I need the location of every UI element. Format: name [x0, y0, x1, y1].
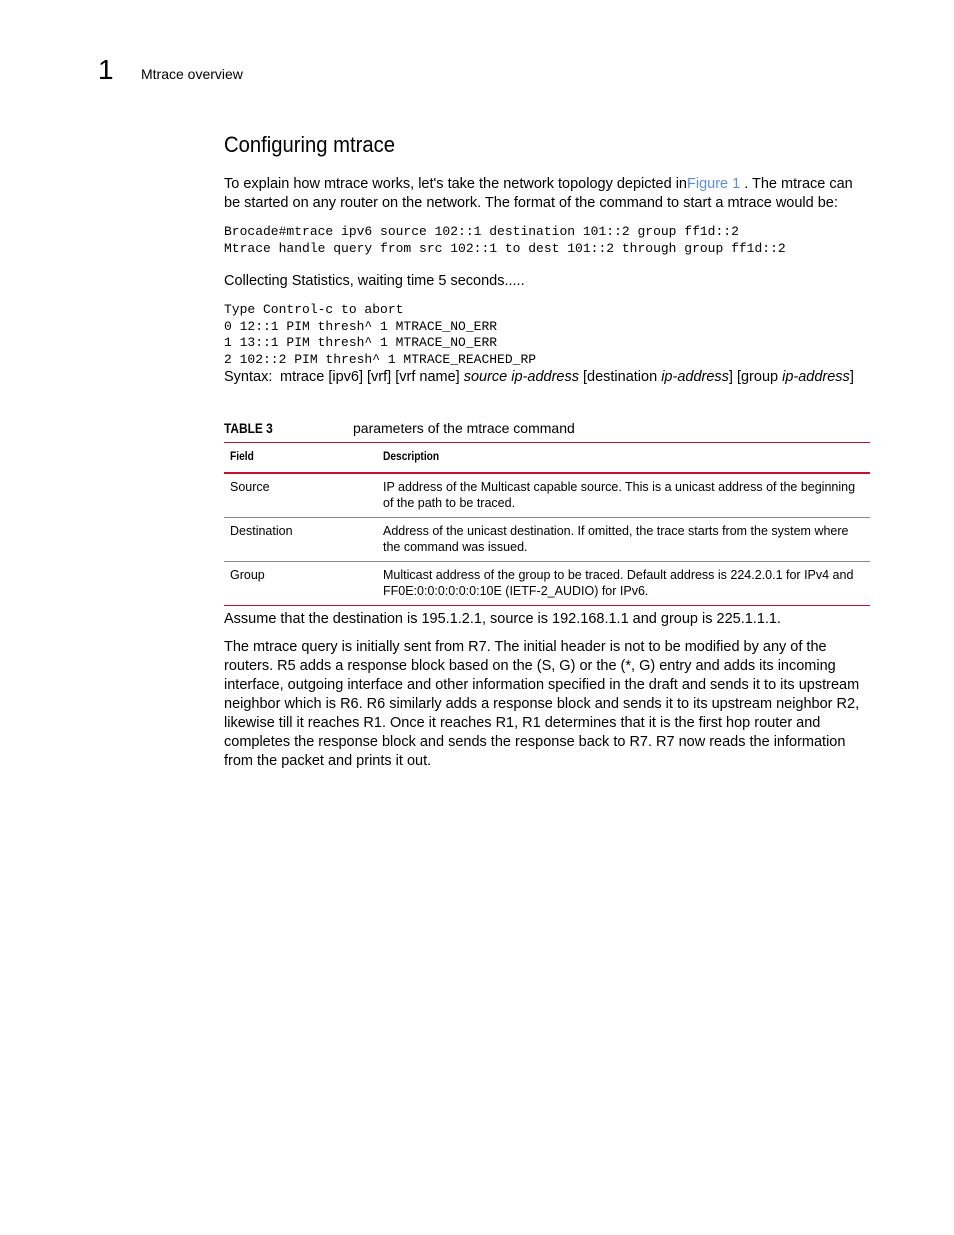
- intro-text: To explain how mtrace works, let's take the network topology depicted in: [224, 176, 687, 192]
- figure-link[interactable]: Figure 1: [686, 176, 741, 192]
- output-code-block: Type Control-c to abort 0 12::1 PIM thresh^ 1 MTRACE_NO_ERR 1 13::1 PIM thresh^ 1 MTRACE_NO_ERR 2 102::2 PIM thresh^ 1 MTRACE_REACHED_RP: [224, 302, 537, 367]
- explanation-paragraph: The mtrace query is initially sent from R7. The initial header is not to be modified by any of the routers. R5 adds a response block based on the (S, G) or the (*, G) entry and adds its incoming interface, outgoing interface and other information specified in the draft and sends it to its upstream neighbor which is R6. R6 similarly adds a response block and sends it to its upstream neighbor R2, likewise till it reaches R1. Once it reaches R1, R1 determines that it is the first hop router and completes the response block and sends the response back to R7. R7 now reads the information from the packet and prints it out.: [224, 639, 860, 769]
- syntax-param: ip-address: [661, 369, 729, 385]
- table-row: [224, 562, 870, 606]
- header-field: Field: [230, 448, 254, 463]
- caption-text: parameters of the: [353, 420, 467, 436]
- syntax-param: source ip-address: [463, 369, 579, 385]
- cell-description: IP address of the Multicast capable source. This is a unicast address of the beginning of the path to be traced.: [383, 480, 856, 510]
- assume-paragraph: Assume that the destination is 195.1.2.1, source is 192.168.1.1 and group is 225.1.1.1.: [224, 611, 782, 627]
- syntax-param: ip-address: [782, 369, 850, 385]
- caption-command: mtrace: [466, 420, 510, 436]
- chapter-title: Mtrace overview: [141, 66, 243, 82]
- table-row: [224, 518, 870, 562]
- cell-field: Group: [230, 568, 265, 582]
- cell-description: Address of the unicast destination. If omitted, the trace starts from the system where the command was issued.: [383, 524, 849, 554]
- table-row: [224, 473, 870, 518]
- intro-paragraph: [224, 175, 870, 213]
- section-title: Configuring mtrace: [224, 132, 396, 157]
- syntax-text: ]: [849, 369, 854, 385]
- chapter-number: 1: [98, 54, 114, 85]
- collecting-statistics-text: Collecting Statistics, waiting time 5 seconds.....: [224, 273, 525, 289]
- syntax-text: ] [group: [728, 369, 783, 385]
- table-header-row: [224, 443, 870, 474]
- table-caption: [224, 420, 870, 436]
- command-code-block: Brocade#mtrace ipv6 source 102::1 destination 101::2 group ff1d::2 Mtrace handle query from src 102::1 to dest 101::2 through group ff1d::2: [224, 224, 786, 256]
- syntax-block: [224, 368, 870, 387]
- cell-description: Multicast address of the group to be traced. Default address is 224.2.0.1 for IPv4 and FF0E:0:0:0:0:0:0:10E (IETF-2_AUDIO) for IPv6.: [383, 568, 854, 598]
- table-label: TABLE 3: [224, 420, 273, 436]
- cell-field: Destination: [230, 524, 293, 538]
- syntax-body: [280, 368, 870, 387]
- parameters-table: [224, 442, 870, 606]
- table-caption-text: [353, 420, 575, 436]
- header-description: Description: [383, 448, 440, 463]
- caption-text: command: [509, 420, 575, 436]
- intro-text-after: . The mtrace can be started on any router on the network. The format of the command to start a mtrace would be:: [224, 176, 853, 211]
- syntax-label: Syntax:: [224, 369, 273, 385]
- cell-field: Source: [230, 480, 270, 494]
- syntax-text: [destination: [578, 369, 662, 385]
- syntax-text: mtrace [ipv6] [vrf] [vrf name]: [280, 369, 464, 385]
